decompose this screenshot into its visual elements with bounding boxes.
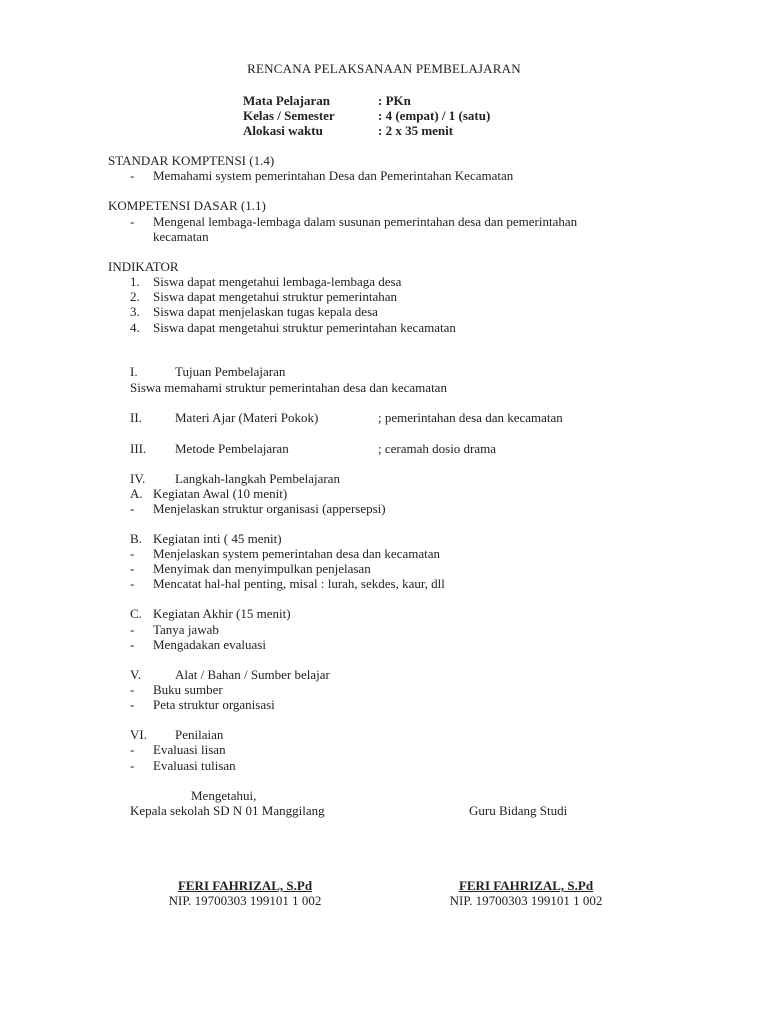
- indikator-num: 1.: [130, 274, 140, 289]
- info-label-kelas: Kelas / Semester: [243, 108, 335, 123]
- right-signer-role: Guru Bidang Studi: [469, 803, 568, 818]
- kegiatan-a-title: Kegiatan Awal (10 menit): [153, 486, 288, 501]
- list-dash: -: [130, 758, 135, 773]
- kegiatan-a-letter: A.: [130, 486, 143, 501]
- section-5-item: Peta struktur organisasi: [153, 697, 275, 712]
- indikator-num: 4.: [130, 320, 140, 335]
- section-1-body: Siswa memahami struktur pemerintahan desa dan kecamatan: [130, 380, 447, 395]
- kegiatan-b-item: Menyimak dan menyimpulkan penjelasan: [153, 561, 371, 576]
- list-dash: -: [130, 637, 135, 652]
- section-6-item: Evaluasi tulisan: [153, 758, 236, 773]
- kegiatan-b-item: Mencatat hal-hal penting, misal : lurah, sekdes, kaur, dll: [153, 576, 445, 591]
- kegiatan-b-item: Menjelaskan system pemerintahan desa dan kecamatan: [153, 546, 440, 561]
- standar-heading: STANDAR KOMPTENSI (1.4): [108, 153, 275, 168]
- info-label-mata-pelajaran: Mata Pelajaran: [243, 93, 331, 108]
- section-2-value: ; pemerintahan desa dan kecamatan: [378, 410, 563, 425]
- kegiatan-c-letter: C.: [130, 606, 142, 621]
- list-dash: -: [130, 622, 135, 637]
- kompetensi-bullet: -: [130, 214, 135, 229]
- indikator-heading: INDIKATOR: [108, 259, 179, 274]
- section-6-item: Evaluasi lisan: [153, 742, 226, 757]
- indikator-num: 3.: [130, 304, 140, 319]
- list-dash: -: [130, 576, 135, 591]
- list-dash: -: [130, 501, 135, 516]
- indikator-item: Siswa dapat mengetahui lembaga-lembaga desa: [153, 274, 402, 289]
- kompetensi-item-line2: kecamatan: [153, 229, 209, 244]
- section-2-num: II.: [130, 410, 142, 425]
- section-5-item: Buku sumber: [153, 682, 223, 697]
- list-dash: -: [130, 742, 135, 757]
- kompetensi-heading: KOMPETENSI DASAR (1.1): [108, 198, 266, 213]
- left-signer-nip: NIP. 19700303 199101 1 002: [168, 893, 322, 908]
- kegiatan-c-title: Kegiatan Akhir (15 menit): [153, 606, 291, 621]
- kegiatan-b-letter: B.: [130, 531, 142, 546]
- right-signer-name: FERI FAHRIZAL, S.Pd: [458, 878, 594, 893]
- info-value-kelas: : 4 (empat) / 1 (satu): [378, 108, 491, 123]
- section-3-title: Metode Pembelajaran: [175, 441, 289, 456]
- indikator-item: Siswa dapat mengetahui struktur pemerintahan: [153, 289, 398, 304]
- kegiatan-c-item: Tanya jawab: [153, 622, 219, 637]
- kegiatan-c-item: Mengadakan evaluasi: [153, 637, 266, 652]
- section-3-num: III.: [130, 441, 147, 456]
- section-4-num: IV.: [130, 471, 146, 486]
- left-signer-name: FERI FAHRIZAL, S.Pd: [177, 878, 313, 893]
- standar-bullet: -: [130, 168, 135, 183]
- kegiatan-b-title: Kegiatan inti ( 45 menit): [153, 531, 282, 546]
- list-dash: -: [130, 682, 135, 697]
- info-value-mata-pelajaran: : PKn: [378, 93, 411, 108]
- section-2-title: Materi Ajar (Materi Pokok): [175, 410, 319, 425]
- kompetensi-item-line1: Mengenal lembaga-lembaga dalam susunan pemerintahan desa dan pemerintahan: [153, 214, 578, 229]
- section-1-num: I.: [130, 364, 138, 379]
- section-4-title: Langkah-langkah Pembelajaran: [175, 471, 340, 486]
- list-dash: -: [130, 697, 135, 712]
- section-3-value: ; ceramah dosio drama: [378, 441, 497, 456]
- indikator-num: 2.: [130, 289, 140, 304]
- section-5-title: Alat / Bahan / Sumber belajar: [175, 667, 330, 682]
- section-1-title: Tujuan Pembelajaran: [175, 364, 286, 379]
- info-label-alokasi: Alokasi waktu: [243, 123, 323, 138]
- kegiatan-a-item: Menjelaskan struktur organisasi (appersepsi): [153, 501, 386, 516]
- info-value-alokasi: : 2 x 35 menit: [378, 123, 454, 138]
- section-5-num: V.: [130, 667, 141, 682]
- indikator-item: Siswa dapat mengetahui struktur pemerintahan kecamatan: [153, 320, 456, 335]
- list-dash: -: [130, 561, 135, 576]
- mengetahui-label: Mengetahui,: [191, 788, 257, 803]
- left-signer-role: Kepala sekolah SD N 01 Manggilang: [130, 803, 325, 818]
- right-signer-nip: NIP. 19700303 199101 1 002: [449, 893, 603, 908]
- indikator-item: Siswa dapat menjelaskan tugas kepala desa: [153, 304, 378, 319]
- document-title: RENCANA PELAKSANAAN PEMBELAJARAN: [247, 61, 521, 76]
- standar-item: Memahami system pemerintahan Desa dan Pemerintahan Kecamatan: [153, 168, 514, 183]
- list-dash: -: [130, 546, 135, 561]
- section-6-title: Penilaian: [175, 727, 224, 742]
- section-6-num: VI.: [130, 727, 147, 742]
